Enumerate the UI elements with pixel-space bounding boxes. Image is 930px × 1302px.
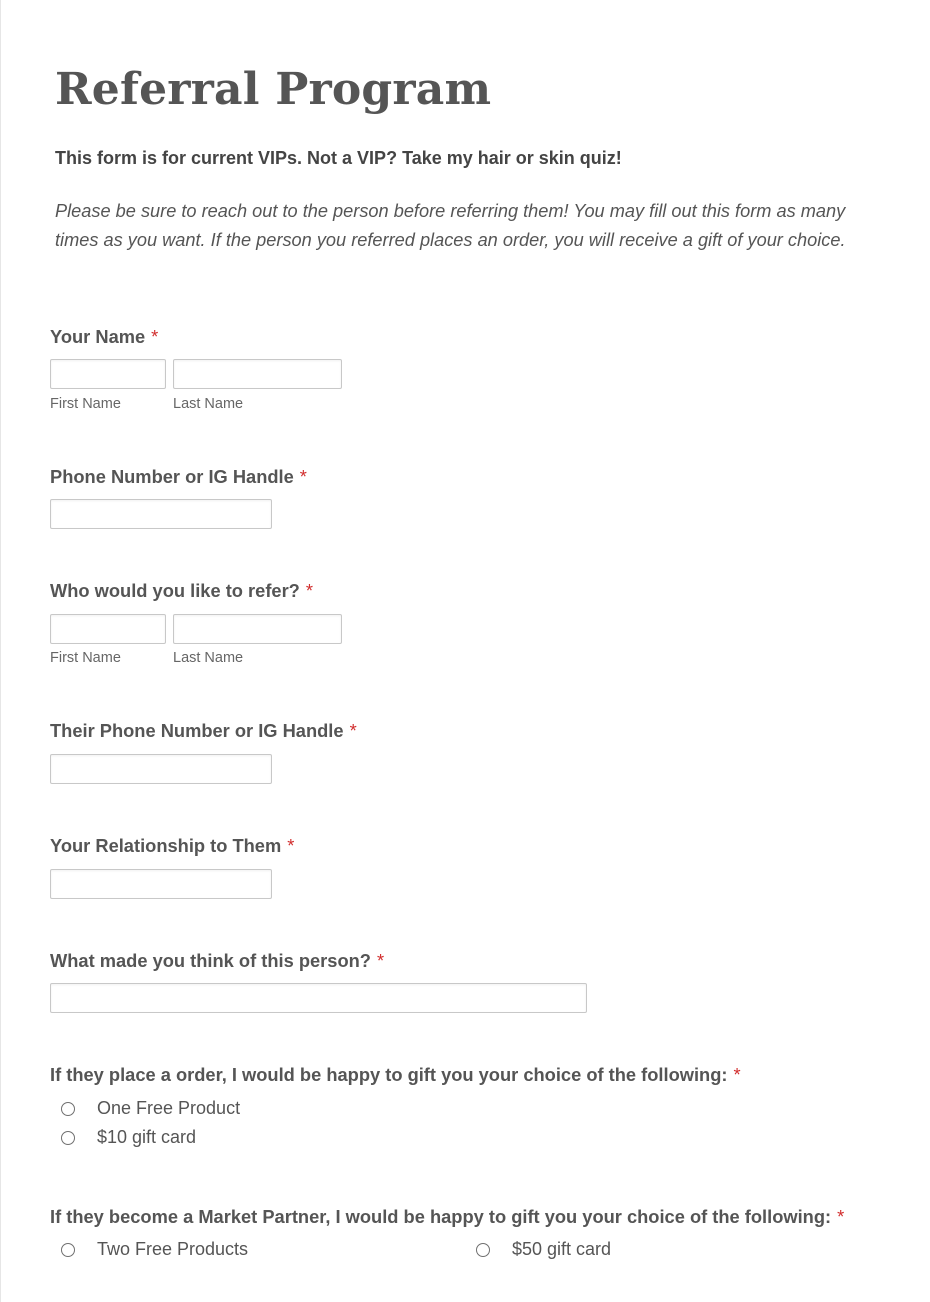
reason-label: What made you think of this person?: [50, 950, 371, 971]
form-subtitle: This form is for current VIPs. Not a VIP? Take my hair or skin quiz!: [55, 148, 622, 168]
partner-gift-option-giftcard[interactable]: [465, 1239, 611, 1260]
order-gift-field: [50, 1064, 741, 1147]
option-label: One Free Product: [97, 1098, 241, 1118]
relationship-label: Your Relationship to Them: [50, 835, 282, 856]
refer-first-name-input[interactable]: [50, 614, 166, 644]
radio-button[interactable]: [61, 1243, 75, 1257]
your-last-name-input[interactable]: [173, 359, 342, 389]
reason-input[interactable]: [50, 983, 587, 1013]
order-gift-option-product[interactable]: [50, 1098, 240, 1119]
their-phone-ig-field: [50, 720, 357, 742]
your-last-name-sublabel: Last Name: [173, 396, 244, 412]
your-name-label: Your Name: [50, 326, 146, 347]
radio-button[interactable]: [61, 1131, 75, 1145]
page-title: Referral Program: [55, 64, 492, 115]
phone-ig-input[interactable]: [50, 499, 272, 529]
form-header: [55, 62, 895, 250]
option-label: Two Free Products: [97, 1239, 249, 1259]
radio-button[interactable]: [61, 1102, 75, 1116]
your-first-name-sublabel: First Name: [50, 396, 121, 412]
required-asterisk: *: [349, 720, 357, 741]
partner-gift-field: [50, 1206, 845, 1259]
partner-gift-option-products[interactable]: [50, 1239, 248, 1260]
refer-last-name-sublabel: Last Name: [173, 650, 244, 666]
their-phone-ig-label: Their Phone Number or IG Handle: [50, 720, 344, 741]
relationship-field: [50, 835, 294, 857]
required-asterisk: *: [305, 580, 313, 601]
form-intro: Please be sure to reach out to the person before referring them! You may fill out this form as many times as you want. If the person you referred places an order, you will receive a gift of your choice.: [55, 201, 846, 250]
page-left-border: [0, 0, 1, 1302]
your-first-name-input[interactable]: [50, 359, 166, 389]
their-phone-ig-input[interactable]: [50, 754, 272, 784]
required-asterisk: *: [287, 835, 295, 856]
partner-gift-label: If they become a Market Partner, I would be happy to gift you your choice of the following:: [50, 1206, 832, 1227]
phone-ig-label: Phone Number or IG Handle: [50, 466, 294, 487]
your-name-field: [50, 326, 244, 412]
order-gift-label: If they place a order, I would be happy to gift you your choice of the following:: [50, 1064, 728, 1085]
required-asterisk: *: [299, 466, 307, 487]
refer-name-label: Who would you like to refer?: [50, 580, 300, 601]
relationship-input[interactable]: [50, 869, 272, 899]
reason-field: [50, 950, 384, 972]
required-asterisk: *: [733, 1064, 741, 1085]
required-asterisk: *: [151, 326, 159, 347]
option-label: $50 gift card: [512, 1239, 612, 1259]
radio-button[interactable]: [476, 1243, 490, 1257]
phone-ig-field: [50, 466, 307, 488]
option-label: $10 gift card: [97, 1127, 197, 1147]
refer-first-name-sublabel: First Name: [50, 650, 121, 666]
order-gift-option-giftcard[interactable]: [50, 1127, 196, 1148]
required-asterisk: *: [376, 950, 385, 971]
required-asterisk: *: [837, 1206, 845, 1227]
refer-name-field: [50, 580, 313, 666]
refer-last-name-input[interactable]: [173, 614, 342, 644]
